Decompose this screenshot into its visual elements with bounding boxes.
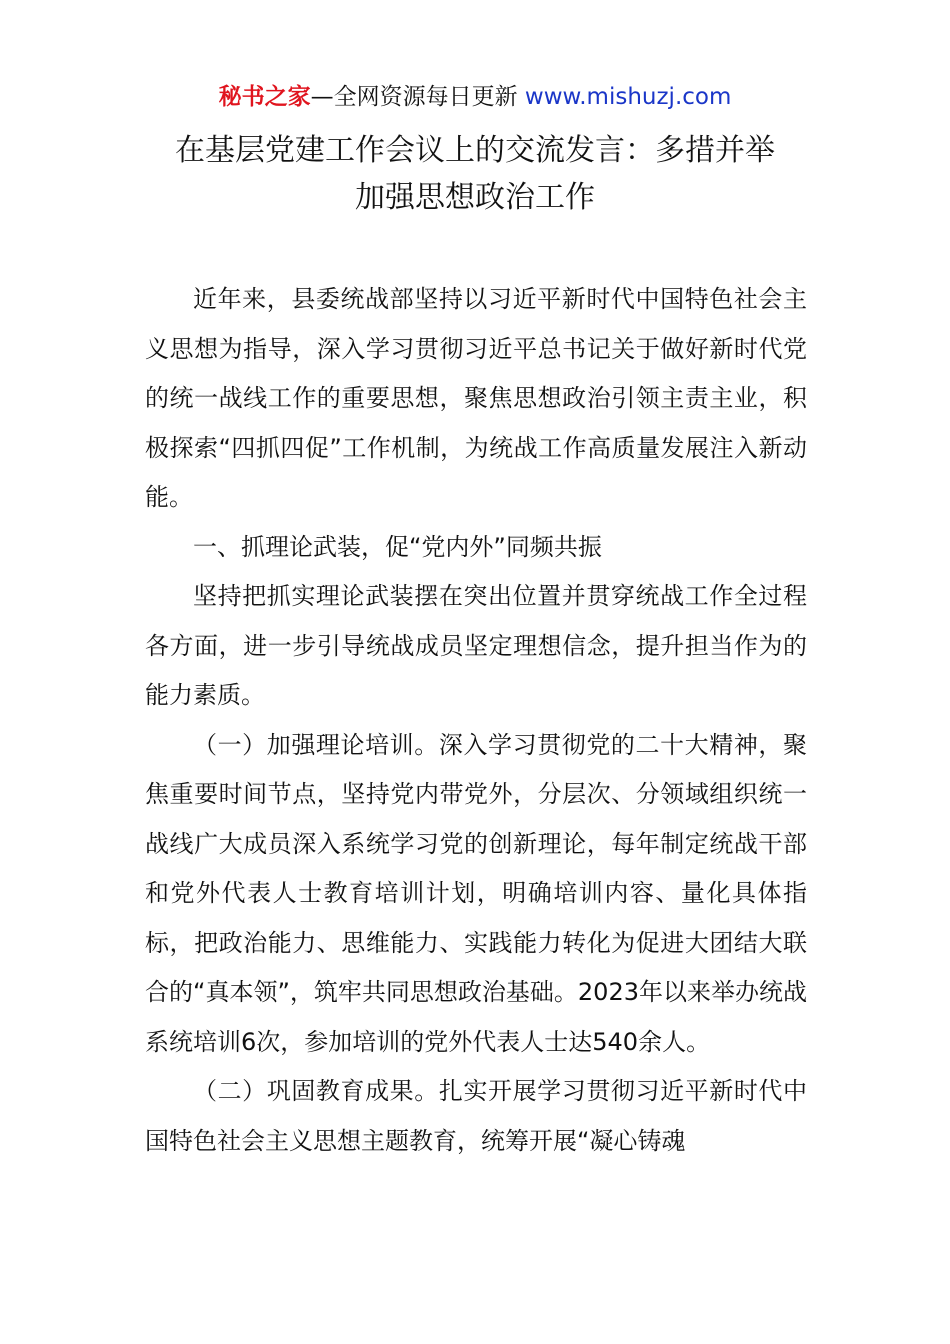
paragraph-subsection-2: （二）巩固教育成果。扎实开展学习贯彻习近平新时代中国特色社会主义思想主题教育，统筹开展“凝心铸魂 [145, 1077, 807, 1155]
site-banner [0, 80, 950, 114]
section-heading-1: 一、抓理论武装，促“党内外”同频共振 [193, 532, 602, 561]
banner-url-link[interactable]: www.mishuzj.com [524, 84, 732, 110]
title-line-1: 在基层党建工作会议上的交流发言：多措并举 [175, 133, 775, 168]
document-title [100, 127, 850, 221]
paragraph-section-1: 坚持把抓实理论武装摆在突出位置并贯穿统战工作全过程各方面，进一步引导统战成员坚定理想信念，提升担当作为的能力素质。 [145, 582, 807, 709]
banner-brand: 秘书之家 [218, 84, 311, 110]
title-line-2: 加强思想政治工作 [355, 180, 595, 215]
document-body [145, 275, 807, 1166]
banner-tagline: —全网资源每日更新 [310, 84, 525, 110]
paragraph-subsection-1: （一）加强理论培训。深入学习贯彻党的二十大精神，聚焦重要时间节点，坚持党内带党外，分层次、分领域组织统一战线广大成员深入系统学习党的创新理论，每年制定统战干部和党外代表人士教育培训计划，明确培训内容、量化具体指标，把政治能力、思维能力、实践能力转化为促进大团结大联合的“真本领”，筑牢共同思想政治基础。2023年以来举办统战系统培训6次，参加培训的党外代表人士达540余人。 [145, 730, 807, 1056]
paragraph-intro: 近年来，县委统战部坚持以习近平新时代中国特色社会主义思想为指导，深入学习贯彻习近平总书记关于做好新时代党的统一战线工作的重要思想，聚焦思想政治引领主责主业，积极探索“四抓四促”工作机制，为统战工作高质量发展注入新动能。 [145, 285, 807, 511]
